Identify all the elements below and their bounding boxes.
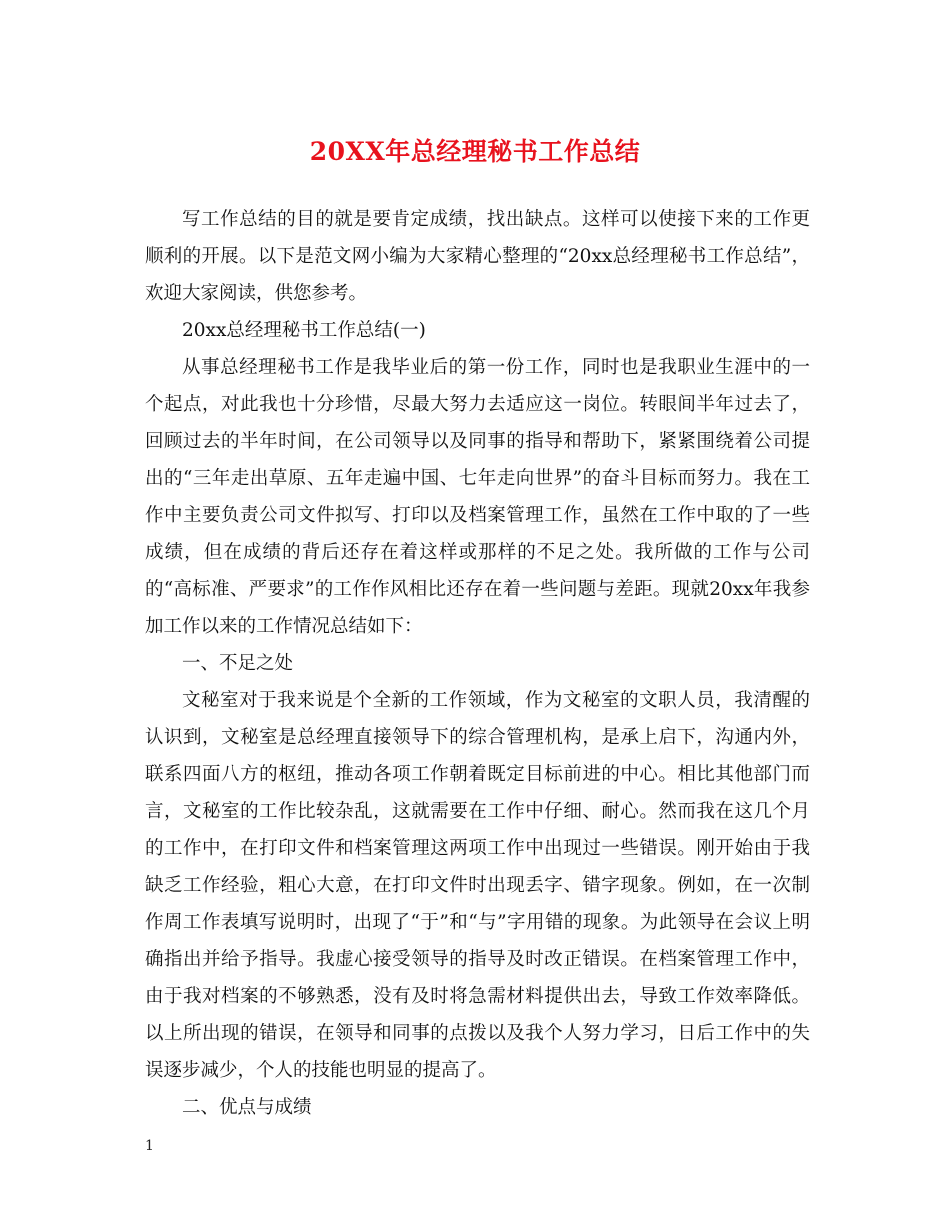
document-title: 20XX年总经理秘书工作总结: [309, 137, 641, 166]
intro-paragraph: 写工作总结的目的就是要肯定成绩，找出缺点。这样可以使接下来的工作更顺利的开展。以下是范文网小编为大家精心整理的“20xx总经理秘书工作总结”，欢迎大家阅读，供您参考。: [145, 209, 810, 304]
section-heading-shortcomings: 一、不足之处: [182, 653, 294, 674]
section-heading-part-one: 20xx总经理秘书工作总结(一): [182, 320, 426, 341]
body-paragraph: 从事总经理秘书工作是我毕业后的第一份工作，同时也是我职业生涯中的一个起点，对此我也十分珍惜，尽最大努力去适应这一岗位。转眼间半年过去了，回顾过去的半年时间，在公司领导以及同事的指导和帮助下，紧紧围绕着公司提出的“三年走出草原、五年走遍中国、七年走向世界”的奋斗目标而努力。我在工作中主要负责公司文件拟写、打印以及档案管理工作，虽然在工作中取的了一些成绩，但在成绩的背后还存在着这样或那样的不足之处。我所做的工作与公司的“高标准、严要求”的工作作风相比还存在着一些问题与差距。现就20xx年我参加工作以来的工作情况总结如下：: [145, 357, 810, 637]
document-body: [145, 201, 810, 1126]
page-number: 1: [145, 1138, 154, 1154]
body-paragraph: 文秘室对于我来说是个全新的工作领域，作为文秘室的文职人员，我清醒的认识到，文秘室是总经理直接领导下的综合管理机构，是承上启下，沟通内外，联系四面八方的枢纽，推动各项工作朝着既定目标前进的中心。相比其他部门而言，文秘室的工作比较杂乱，这就需要在工作中仔细、耐心。然而我在这几个月的工作中，在打印文件和档案管理这两项工作中出现过一些错误。刚开始由于我缺乏工作经验，粗心大意，在打印文件时出现丢字、错字现象。例如，在一次制作周工作表填写说明时，出现了“于”和“与”字用错的现象。为此领导在会议上明确指出并给予指导。我虚心接受领导的指导及时改正错误。在档案管理工作中，由于我对档案的不够熟悉，没有及时将急需材料提供出去，导致工作效率降低。以上所出现的错误，在领导和同事的点拨以及我个人努力学习，日后工作中的失误逐步减少，个人的技能也明显的提高了。: [145, 690, 810, 1081]
section-heading-strengths: 二、优点与成绩: [182, 1097, 312, 1118]
